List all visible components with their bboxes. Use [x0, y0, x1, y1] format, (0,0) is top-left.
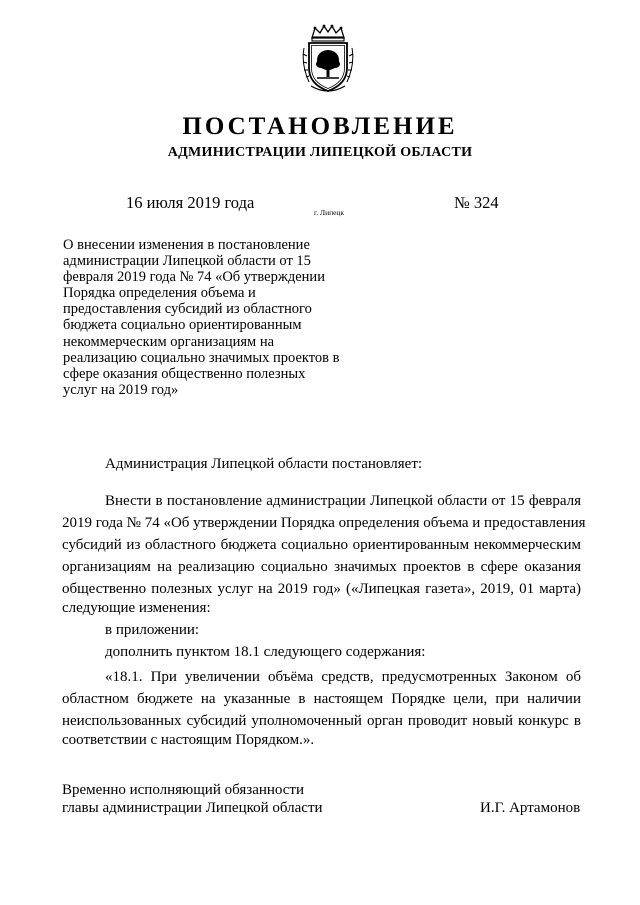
quote-line: соответствии с настоящим Порядком.».	[62, 732, 315, 748]
signer-name: И.Г. Артамонов	[480, 800, 581, 816]
heading-line: бюджета социально ориентированным	[63, 317, 302, 334]
document-place: г. Липецк	[314, 208, 345, 217]
heading-line: некоммерческим организациям на	[63, 333, 275, 350]
quote-line: областном бюджете на указанные в настоящем Порядке цели, при наличии	[62, 691, 581, 707]
heading-line: администрации Липецкой области от 15	[63, 253, 311, 270]
heading-line: реализацию социально значимых проектов в	[63, 349, 340, 366]
amendment-item: в приложении:	[105, 622, 200, 638]
heading-line: услуг на 2019 год»	[63, 381, 179, 398]
heading-line: О внесении изменения в постановление	[63, 237, 310, 253]
preamble: Администрация Липецкой области постановляет:	[105, 456, 423, 472]
paragraph-line: субсидий из областного бюджета социально ориентированным некоммерческим	[62, 537, 581, 553]
heading-line: Порядка определения объема и	[63, 285, 256, 302]
quote-line: неиспользованных субсидий уполномоченный орган проводит новый конкурс в	[62, 713, 581, 729]
heading-line: сфере оказания общественно полезных	[63, 365, 306, 382]
paragraph-line: общественно полезных услуг на 2019 год» («Липецкая газета», 2019, 01 марта)	[62, 581, 581, 597]
document-date: 16 июля 2019 года	[126, 193, 255, 212]
paragraph-line: 2019 года № 74 «Об утверждении Порядка определения объема и предоставления	[62, 515, 586, 531]
heading-line: февраля 2019 года № 74 «Об утверждении	[63, 269, 325, 286]
quote-line: «18.1. При увеличении объёма средств, предусмотренных Законом об	[105, 669, 581, 685]
paragraph-line: следующие изменения:	[62, 600, 211, 616]
paragraph-line: организациям на реализацию социально значимых проектов в сфере оказания	[62, 559, 581, 575]
paragraph-line: Внести в постановление администрации Липецкой области от 15 февраля	[105, 493, 581, 509]
coat-of-arms-icon	[301, 24, 355, 94]
signature-position: Временно исполняющий обязанности	[62, 782, 305, 798]
heading-line: предоставления субсидий из областного	[63, 301, 312, 318]
document-number: № 324	[454, 193, 499, 212]
amendment-item: дополнить пунктом 18.1 следующего содержания:	[105, 644, 426, 660]
document-title: ПОСТАНОВЛЕНИЕ	[182, 113, 458, 140]
document-subtitle: АДМИНИСТРАЦИИ ЛИПЕЦКОЙ ОБЛАСТИ	[167, 145, 473, 160]
resolution-heading	[63, 237, 363, 398]
signature-position: главы администрации Липецкой области	[62, 800, 323, 816]
